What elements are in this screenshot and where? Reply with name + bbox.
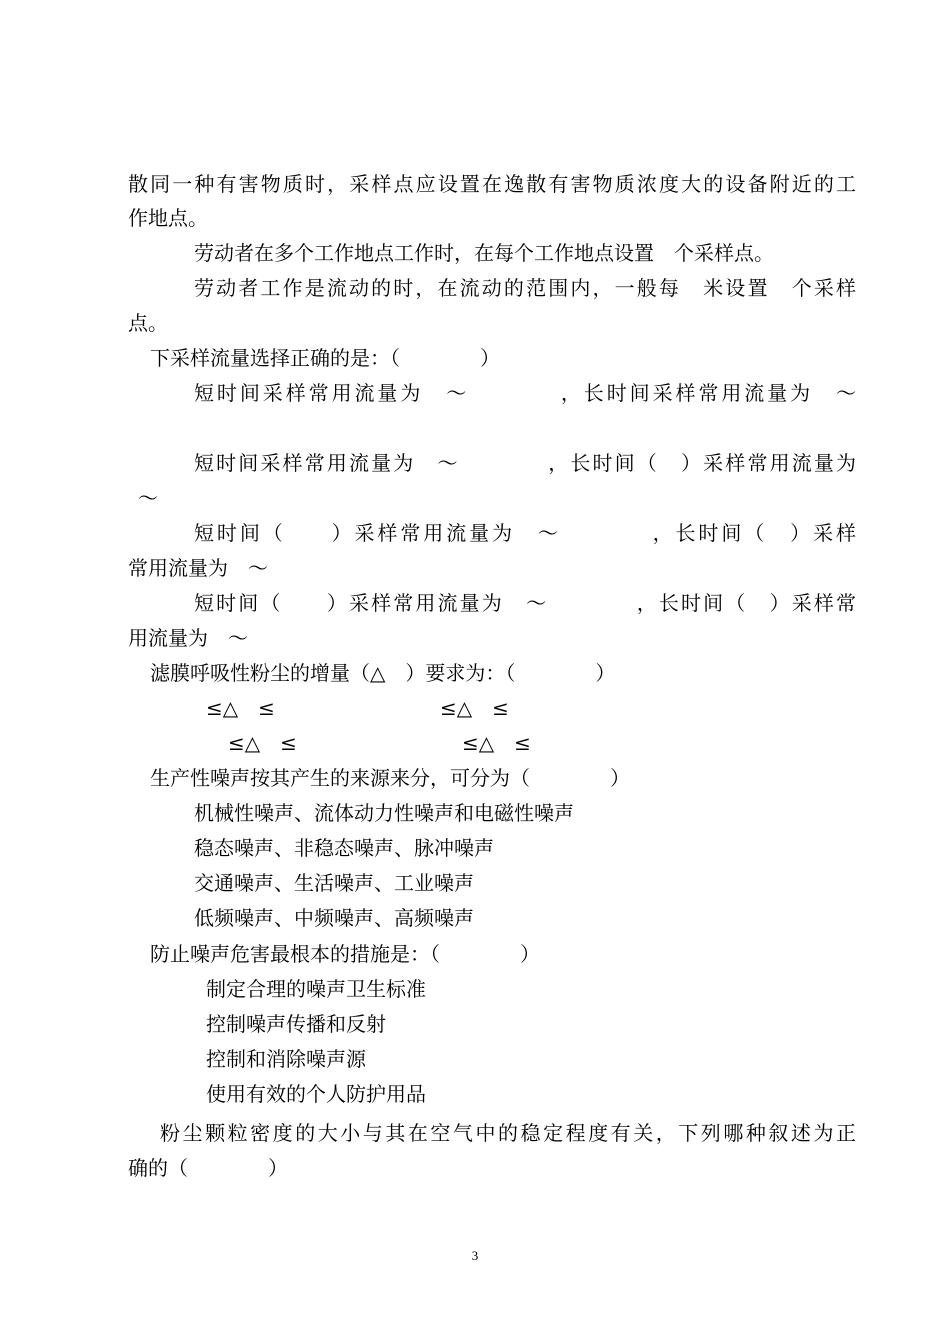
option-line: 短时间采样常用流量为 ～ ，长时间（ ）采样常用流量为 [194,451,856,475]
option-line: 短时间采样常用流量为 ～ ，长时间采样常用流量为 ～ [194,381,856,405]
option-line: 短时间（ ）采样常用流量为 ～ ，长时间（ ）采样常 [194,591,856,615]
option-line: ≤△ ≤ [440,696,509,720]
option-line: 制定合理的噪声卫生标准 [206,977,426,1001]
option-line: 控制噪声传播和反射 [206,1012,386,1036]
text-line: 劳动者在多个工作地点工作时，在每个工作地点设置 个采样点。 [194,241,774,265]
option-line: 机械性噪声、流体动力性噪声和电磁性噪声 [194,801,574,825]
option-line: ～ [138,486,158,510]
option-line: 交通噪声、生活噪声、工业噪声 [194,871,474,895]
question-heading: 生产性噪声按其产生的来源来分，可分为（ ） [150,766,630,790]
question-heading: 粉尘颗粒密度的大小与其在空气中的稳定程度有关，下列哪种叙述为正 [160,1121,856,1145]
option-line: 低频噪声、中频噪声、高频噪声 [194,906,474,930]
page-number: 3 [471,1248,479,1263]
option-line: 使用有效的个人防护用品 [206,1082,426,1106]
option-line: ≤△ ≤ [228,731,297,755]
question-heading: 下采样流量选择正确的是：（ ） [150,346,500,370]
option-line: ≤△ ≤ [462,731,531,755]
option-line: 稳态噪声、非稳态噪声、脉冲噪声 [194,836,494,860]
option-line: ≤△ ≤ [206,696,275,720]
option-line: 常用流量为 ～ [128,556,268,580]
option-line: 用流量为 ～ [128,626,248,650]
question-heading: 滤膜呼吸性粉尘的增量（△ ）要求为：（ ） [150,661,616,685]
text-line: 点。 [128,311,168,335]
option-line: 短时间（ ）采样常用流量为 ～ ，长时间（ ）采样 [194,521,856,545]
question-heading: 防止噪声危害最根本的措施是：（ ） [150,942,540,966]
option-line: 控制和消除噪声源 [206,1047,366,1071]
text-line: 散同一种有害物质时，采样点应设置在逸散有害物质浓度大的设备附近的工 [128,172,856,196]
question-heading: 确的（ ） [128,1156,288,1180]
text-line: 作地点。 [128,206,208,230]
text-line: 劳动者工作是流动的时，在流动的范围内，一般每 米设置 个采样 [194,276,856,300]
